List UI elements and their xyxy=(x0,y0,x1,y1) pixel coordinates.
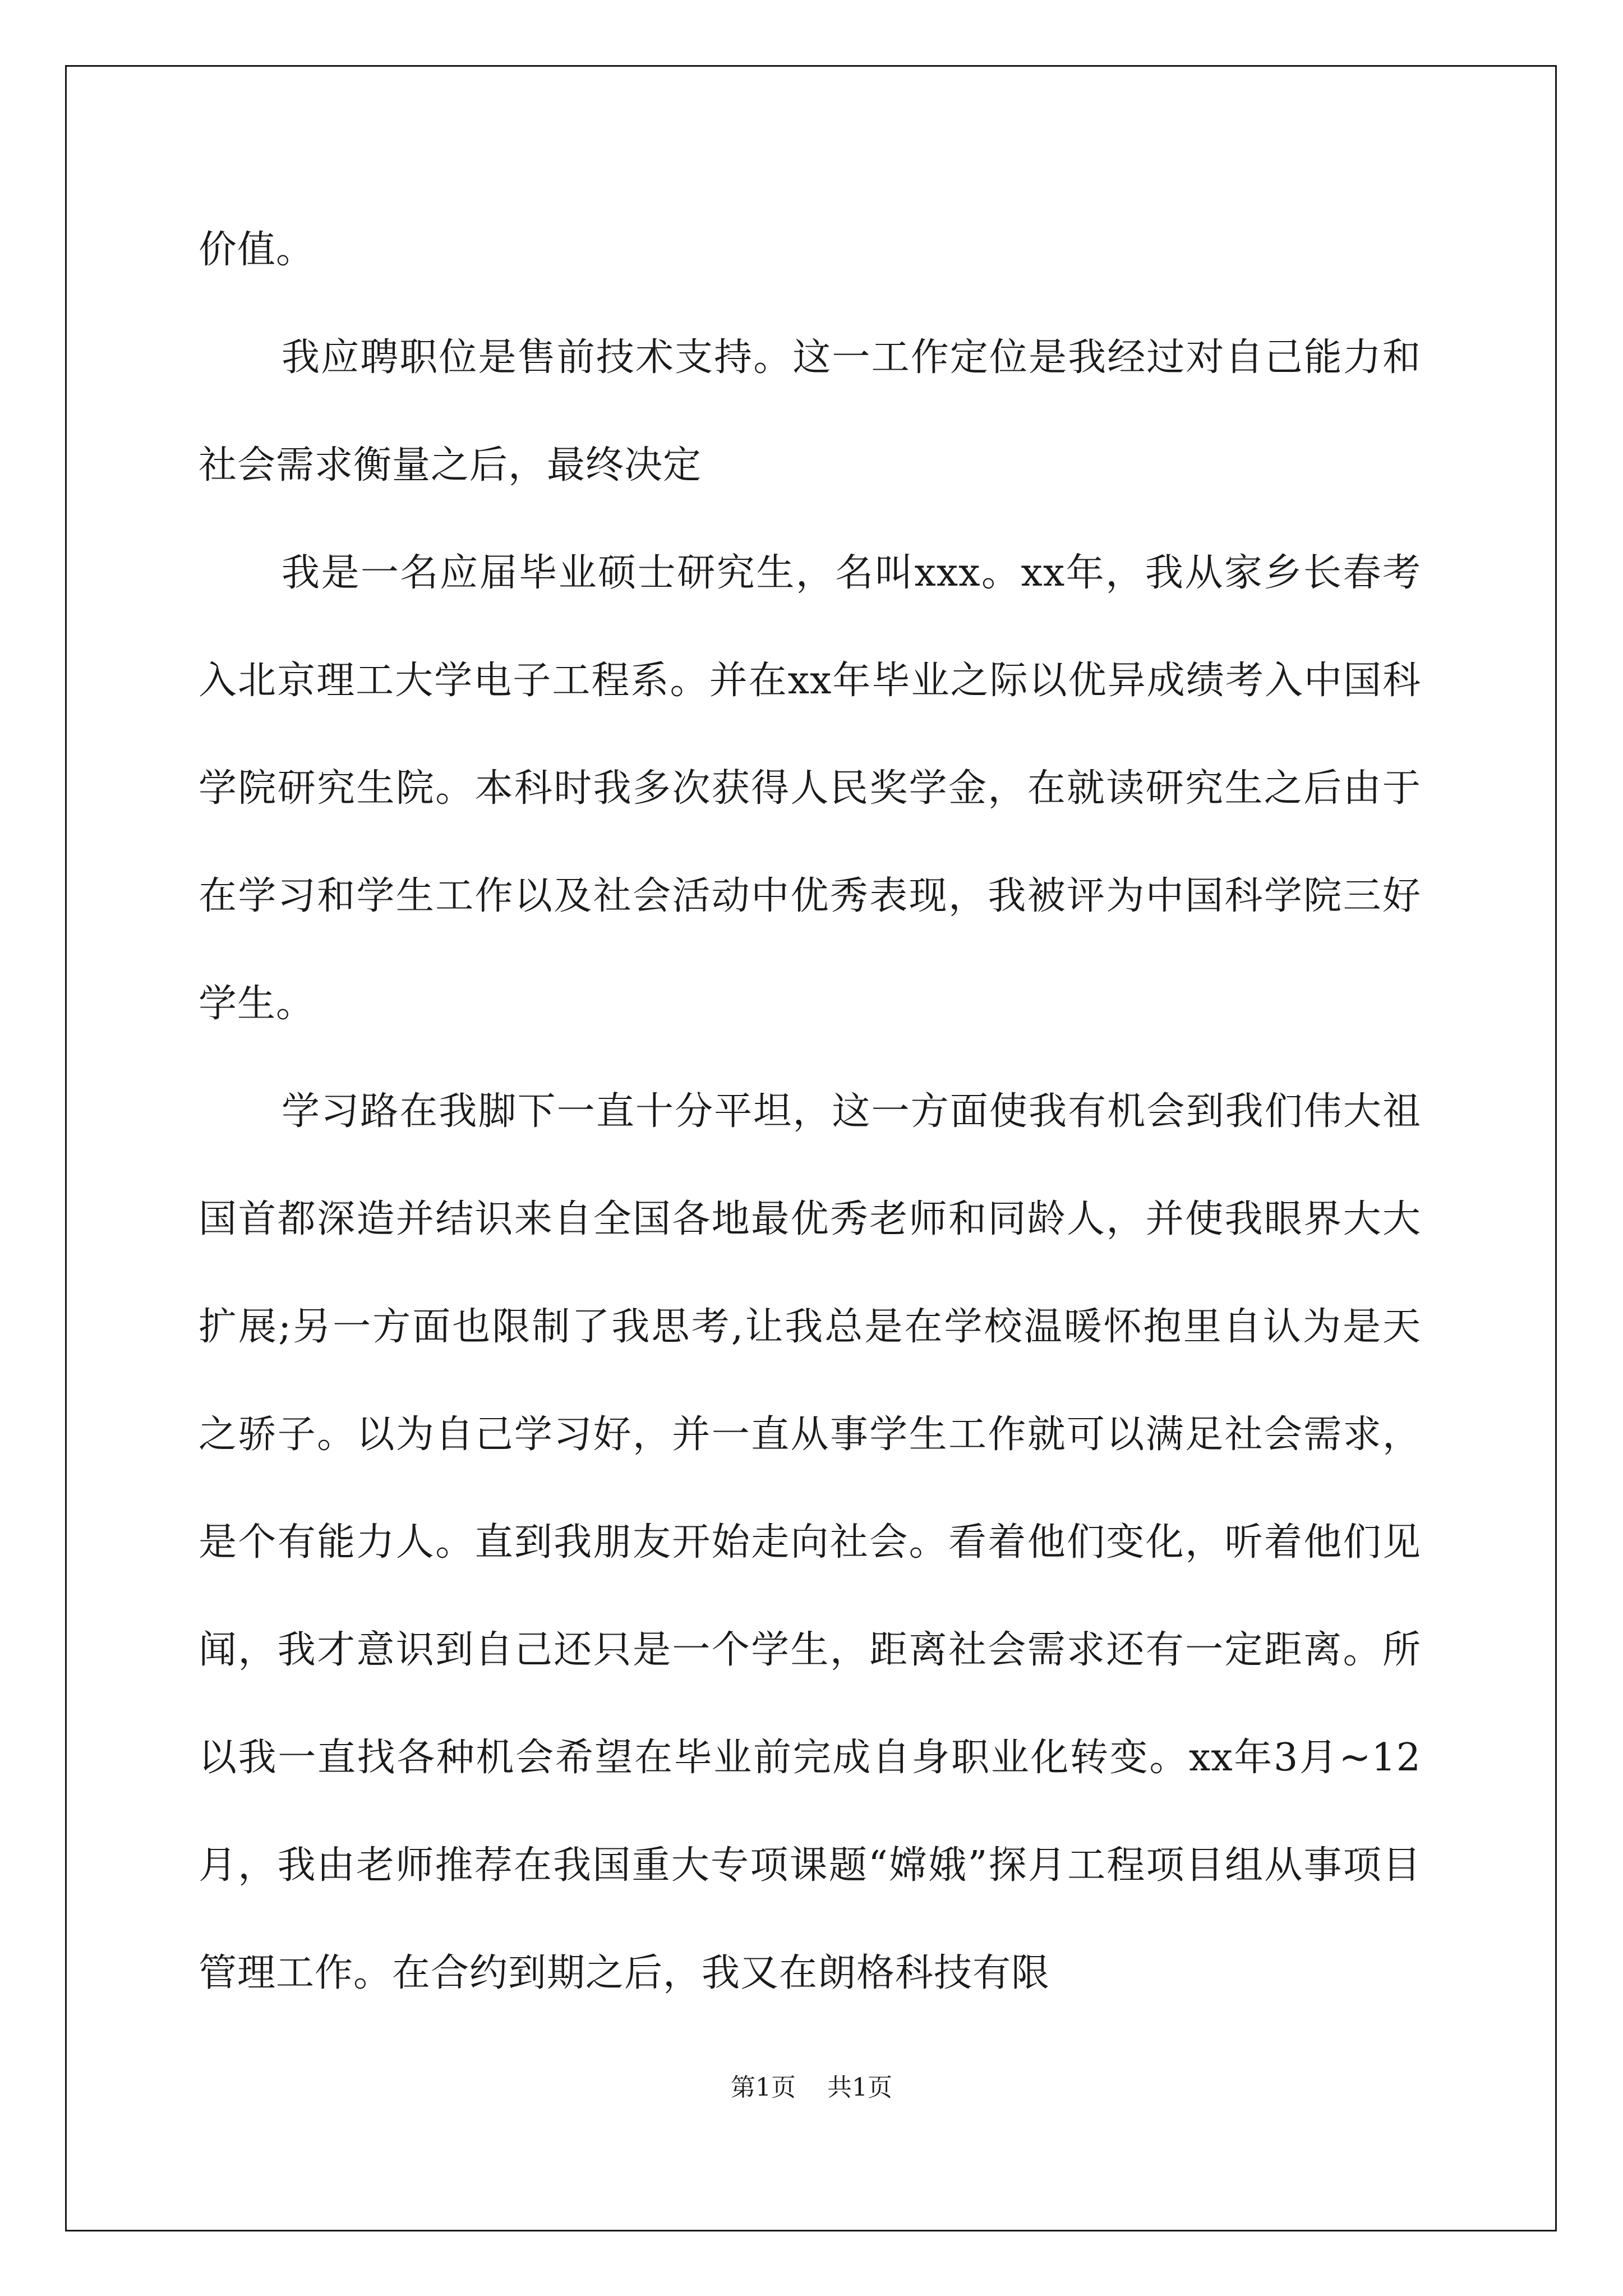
page-footer xyxy=(0,2071,1623,2105)
paragraph-3: 我是一名应届毕业硕士研究生，名叫xxx。xx年，我从家乡长春考入北京理工大学电子工程系。并在xx年毕业之际以优异成绩考入中国科学院研究生院。本科时我多次获得人民奖学金，在就读研究生之后由于在学习和学生工作以及社会活动中优秀表现，我被评为中国科学院三好学生。 xyxy=(199,551,1421,1026)
paragraph-1: 价值。 xyxy=(199,228,315,272)
paragraph-2: 我应聘职位是售前技术支持。这一工作定位是我经过对自己能力和社会需求衡量之后，最终决定 xyxy=(199,335,1421,487)
document-body xyxy=(199,196,1421,2027)
page-number-current: 第1页 xyxy=(731,2073,796,2102)
page-number-total: 共1页 xyxy=(827,2073,892,2102)
paragraph-4: 学习路在我脚下一直十分平坦，这一方面使我有机会到我们伟大祖国首都深造并结识来自全国各地最优秀老师和同龄人，并使我眼界大大扩展;另一方面也限制了我思考,让我总是在学校温暖怀抱里自认为是天之骄子。以为自己学习好，并一直从事学生工作就可以满足社会需求，是个有能力人。直到我朋友开始走向社会。看着他们变化，听着他们见闻，我才意识到自己还只是一个学生，距离社会需求还有一定距离。所以我一直找各种机会希望在毕业前完成自身职业化转变。xx年3月~12月，我由老师推荐在我国重大专项课题“嫦娥”探月工程项目组从事项目管理工作。在合约到期之后，我又在朗格科技有限 xyxy=(199,1089,1421,1995)
